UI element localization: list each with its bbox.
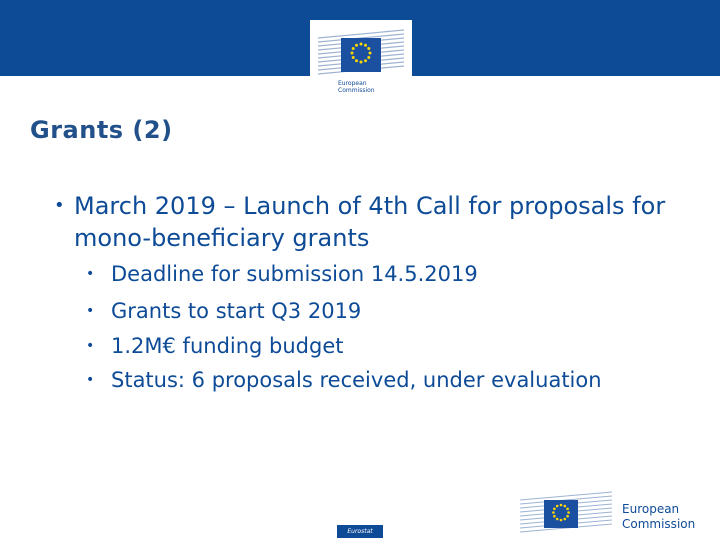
footer-logo-text: European Commission	[622, 502, 696, 531]
footer-commission-logo	[516, 488, 720, 540]
sub-bullet-text: Status: 6 proposals received, under evaluation	[111, 368, 602, 392]
sub-bullet-budget	[86, 332, 344, 360]
sub-bullet-status	[86, 366, 602, 394]
header-commission-logo	[310, 20, 412, 102]
bullet-icon: •	[86, 338, 95, 354]
main-bullet-text: March 2019 – Launch of 4th Call for proposals for mono-beneficiary grants	[74, 192, 666, 252]
eurostat-badge: Eurostat	[337, 525, 383, 538]
commission-building-icon	[310, 20, 412, 80]
sub-bullet-text: 1.2M€ funding budget	[111, 334, 344, 358]
sub-bullet-deadline	[86, 260, 478, 288]
commission-building-icon	[516, 488, 616, 536]
sub-bullet-text: Deadline for submission 14.5.2019	[111, 262, 478, 286]
slide-title: Grants (2)	[30, 116, 173, 144]
header-logo-text: European Commission	[338, 80, 375, 94]
bullet-icon: •	[86, 303, 95, 319]
main-bullet	[54, 190, 674, 254]
sub-bullet-text: Grants to start Q3 2019	[111, 299, 362, 323]
bullet-icon: •	[86, 266, 95, 282]
bullet-icon: •	[54, 195, 65, 216]
bullet-icon: •	[86, 372, 95, 388]
sub-bullet-start	[86, 297, 362, 325]
